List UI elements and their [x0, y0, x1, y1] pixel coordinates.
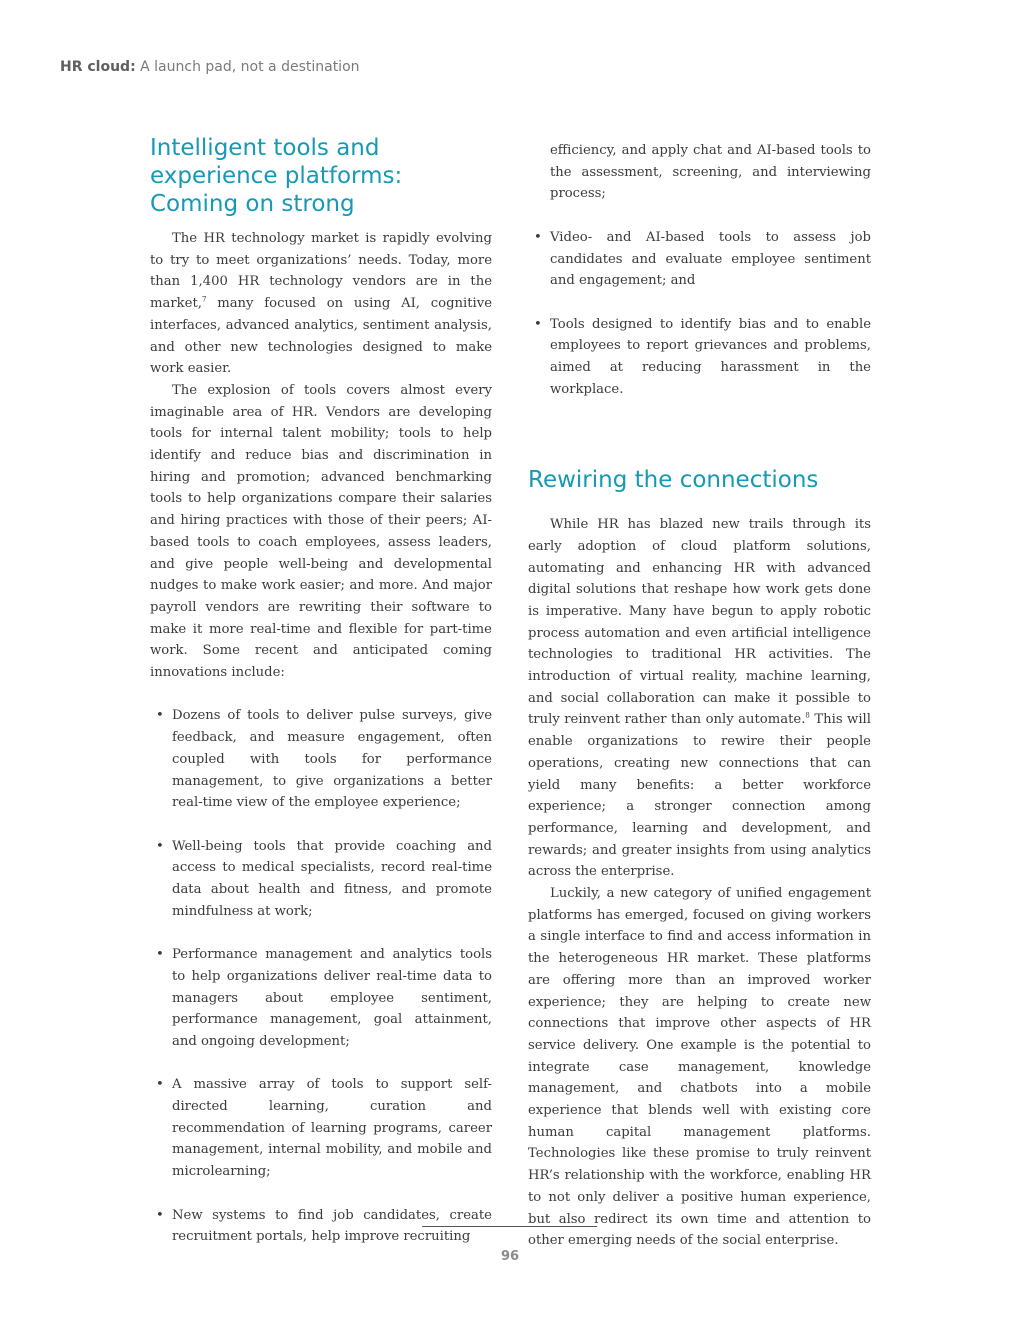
list-item: • Tools designed to identify bias and to enable employees to report grievances and problems, aimed at reducing harassment in the workplace. [528, 314, 871, 401]
running-header-subtitle: A launch pad, not a destination [140, 59, 360, 75]
footnote-ref: 8 [805, 712, 810, 721]
innovations-list [150, 705, 492, 1248]
paragraph-text: The HR technology market is rapidly evolving to try to meet organizations’ needs. Today, more than 1,400 HR technology vendors are in the market, [150, 231, 492, 312]
paragraph: The explosion of tools covers almost every imaginable area of HR. Vendors are developing tools for internal talent mobility; tools to help identify and reduce bias and discrimination in hiring and promotion; advanced benchmarking tools to help organizations compare their salaries and hiring practices with those of their peers; AI-based tools to coach employees, assess leaders, and give people well-being and developmental nudges to make work easier; and more. And major payroll vendors are rewriting their software to make it more real-time and flexible for part-time work. Some recent and anticipated coming innovations include: [150, 382, 492, 681]
list-item: • Well-being tools that provide coaching and access to medical specialists, record real-time data about health and fitness, and promote mindfulness at work; [150, 836, 492, 923]
list-item: • Performance management and analytics tools to help organizations deliver real-time data to managers about employee sentiment, performance management, goal attainment, and ongoing development; [150, 944, 492, 1053]
innovations-list-continued [528, 227, 871, 401]
paragraph [150, 228, 492, 380]
paragraph-text: many focused on using AI, cognitive interfaces, advanced analytics, sentiment analysis, and other new technologies designed to make work easier. [150, 296, 492, 377]
section-title-intelligent-tools: Intelligent tools and experience platforms: Coming on strong [150, 135, 403, 217]
paragraph-text: This will enable organizations to rewire their people operations, creating new connections that can yield many benefits: a better workforce experience; a stronger connection among performance, learning and development, and rewards; and greater insights from using analytics across the enterprise. [528, 712, 871, 880]
right-column [528, 132, 871, 1252]
page-number: 96 [500, 1249, 520, 1264]
list-item-continuation: efficiency, and apply chat and AI-based tools to the assessment, screening, and interviewing process; [550, 143, 871, 202]
list-item: • Video- and AI-based tools to assess job candidates and evaluate employee sentiment and engagement; and [528, 227, 871, 292]
list-item: • Dozens of tools to deliver pulse surveys, give feedback, and measure engagement, often coupled with tools for performance management, to give organizations a better real-time view of the employee experience; [150, 705, 492, 814]
paragraph: Luckily, a new category of unified engagement platforms has emerged, focused on giving workers a single interface to find and access information in the heterogeneous HR market. These platforms are offering more than an improved worker experience; they are helping to create new connections that improve other aspects of HR service delivery. One example is the potential to integrate case management, knowledge management, and chatbots into a mobile experience that blends well with existing core human capital management platforms. Technologies like these promise to truly reinvent HR’s relationship with the workforce, enabling HR to not only deliver a positive human experience, but also redirect its own time and attention to other emerging needs of the social enterprise. [528, 886, 871, 1249]
footer-rule [422, 1226, 597, 1227]
list-item: • A massive array of tools to support self-directed learning, curation and recommendation of learning programs, career management, internal mobility, and mobile and microlearning; [150, 1074, 492, 1183]
footnote-ref: 7 [201, 295, 207, 304]
running-header-bold: HR cloud: [60, 59, 136, 75]
paragraph-text: While HR has blazed new trails through its early adoption of cloud platform solutions, automating and enhancing HR with advanced digital solutions that reshape how work gets done is imperative. Many have begun to apply robotic process automation and even artificial intelligence technologies to traditional HR activities. The introduction of virtual reality, machine learning, and social collaboration can make it possible to truly reinvent rather than only automate. [528, 517, 871, 728]
paragraph [528, 514, 871, 883]
list-item: • New systems to find job candidates, create recruitment portals, help improve recruiting [150, 1205, 492, 1248]
left-column [150, 132, 492, 1270]
section-title-rewiring: Rewiring the connections [528, 467, 819, 494]
running-header [60, 59, 360, 75]
